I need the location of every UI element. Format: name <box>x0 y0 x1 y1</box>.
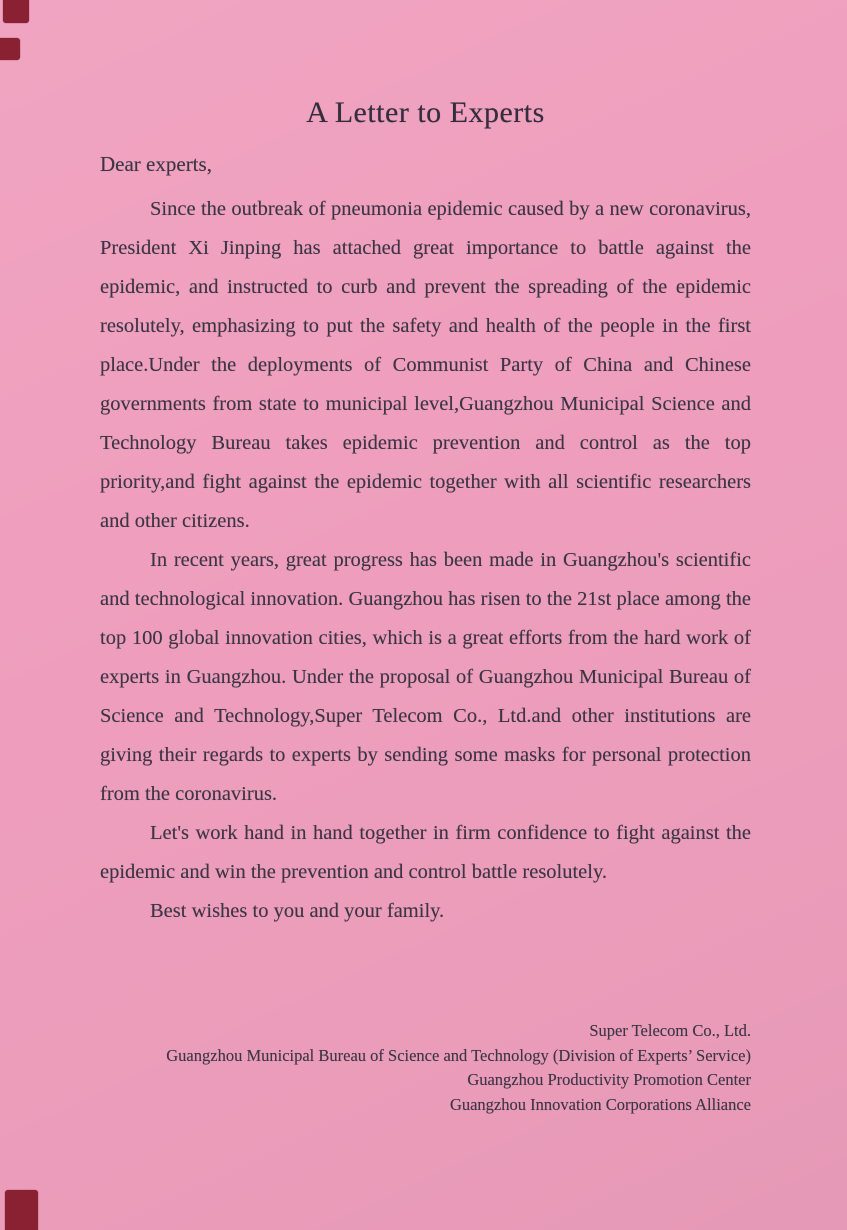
paragraph-2: In recent years, great progress has been made in Guangzhou's scientific and technological innovation. Guangzhou has risen to the 21st place among the top 100 global innovation cities, which is a great efforts from the hard work of experts in Guangzhou. Under the proposal of Guangzhou Municipal Bureau of Science and Technology,Super Telecom Co., Ltd.and other institutions are giving their regards to experts by sending some masks for personal protection from the coronavirus. <box>100 549 751 805</box>
scan-corner-mark-top-2 <box>0 38 20 60</box>
paragraph-3: Let's work hand in hand together in firm confidence to fight against the epidemic and win the prevention and control battle resolutely. <box>100 822 751 883</box>
scan-corner-mark-bottom <box>5 1190 38 1230</box>
paragraph-1: Since the outbreak of pneumonia epidemic caused by a new coronavirus, President Xi Jinping has attached great importance to battle against the epidemic, and instructed to curb and prevent the spreading of the epidemic resolutely, emphasizing to put the safety and health of the people in the first place.Under the deployments of Communist Party of China and Chinese governments from state to municipal level,Guangzhou Municipal Science and Technology Bureau takes epidemic prevention and control as the top priority,and fight against the epidemic together with all scientific researchers and other citizens. <box>100 198 751 532</box>
signature-line-productivity-center: Guangzhou Productivity Promotion Center <box>467 1070 751 1089</box>
paragraph-4: Best wishes to you and your family. <box>150 900 445 922</box>
signature-line-company: Super Telecom Co., Ltd. <box>589 1021 751 1040</box>
letter-title: A Letter to Experts <box>306 96 545 129</box>
salutation: Dear experts, <box>100 152 212 176</box>
signature-line-innovation-alliance: Guangzhou Innovation Corporations Alliance <box>449 1094 751 1114</box>
signature-line-bureau: Guangzhou Municipal Bureau of Science and Technology (Division of Experts’ Service) <box>166 1045 751 1065</box>
signature-block <box>100 1019 751 1117</box>
scan-corner-mark-top-1 <box>3 0 29 23</box>
